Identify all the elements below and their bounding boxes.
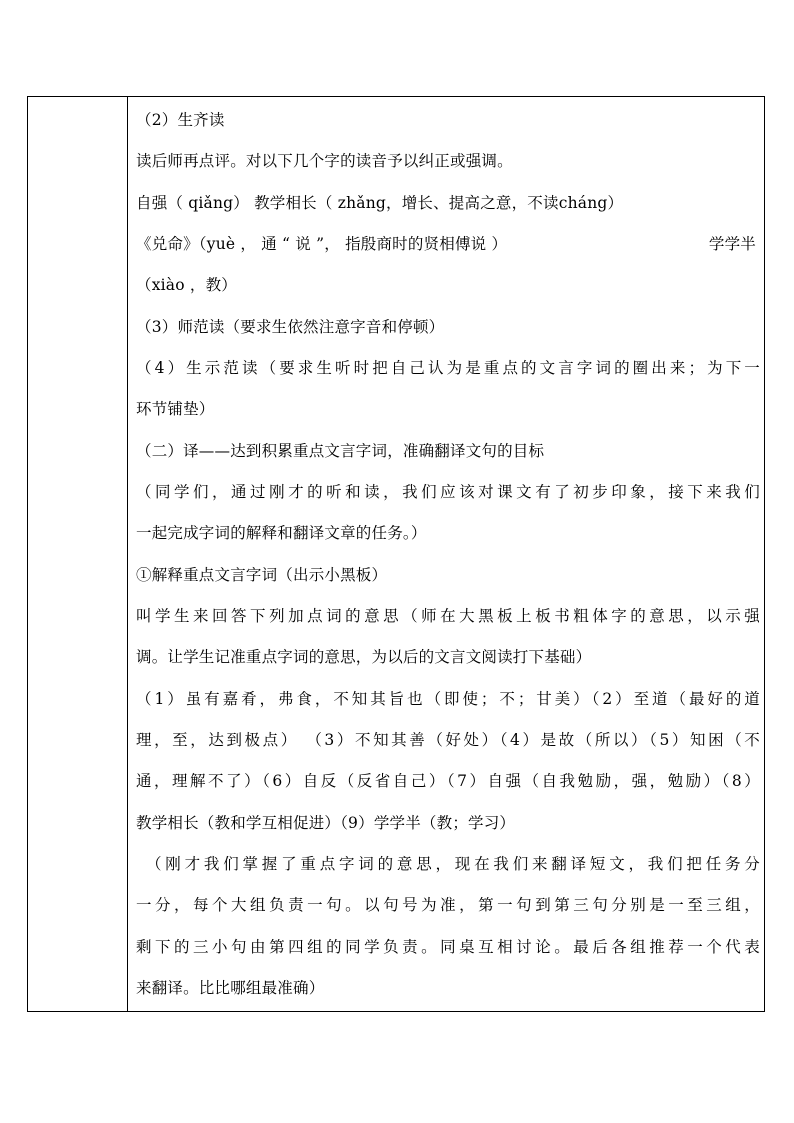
text-line-translate-heading: （二）译——达到积累重点文言字词，准确翻译文句的目标: [136, 442, 545, 460]
text-line-comment: 读后师再点评。对以下几个字的读音予以纠正或强调。: [136, 152, 513, 170]
content-cell: [128, 97, 764, 1011]
text-line-vocab-instr-a: 叫学生来回答下列加点词的意思（师在大黑板上板书粗体字的意思，以示强: [136, 607, 760, 625]
text-line-transition-b: 一起完成字词的解释和翻译文章的任务。）: [136, 524, 427, 542]
text-line-vocab-list-c: 通，理解不了）（6）自反（反省自己）（7）自强（自我勉励，强，勉励）（8）: [136, 772, 760, 790]
text-line-pronunciation-2: 《兑命》（yuè ， 通 “ 说 ”， 指殷商时的贤相傅说 ）: [136, 235, 508, 253]
text-line-reading-3: （3）师范读（要求生依然注意字音和停顿）: [136, 318, 445, 336]
text-line-vocab-list-b: 理，至，达到极点） （3）不知其善（好处）（4）是故（所以）（5）知困（不: [136, 731, 760, 749]
text-line-task-b: 一分，每个大组负责一句。以句号为准，第一句到第三句分别是一至三组，: [136, 896, 760, 914]
text-line-task-c: 剩下的三小句由第四组的同学负责。同桌互相讨论。最后各组推荐一个代表: [136, 938, 760, 956]
text-line-pronunciation-4: （xiào ，教）: [136, 276, 237, 294]
text-line-reading-4a: （4）生示范读（要求生听时把自己认为是重点的文言字词的圈出来；为下一: [136, 359, 760, 377]
text-line-vocab-list-a: （1）虽有嘉肴，弗食，不知其旨也（即使；不；甘美）（2）至道（最好的道: [136, 690, 760, 708]
text-line-reading-4b: 环节铺垫）: [136, 400, 215, 418]
text-line-vocab-heading: ①解释重点文言字词（出示小黑板）: [136, 566, 388, 584]
lesson-table: [27, 96, 765, 1012]
text-line-reading-2: （2）生齐读: [136, 111, 225, 129]
text-line-task-d: 来翻译。比比哪组最准确）: [136, 979, 325, 997]
text-line-vocab-instr-b: 调。让学生记准重点字词的意思，为以后的文言文阅读打下基础）: [136, 648, 592, 666]
left-column-cell: [28, 97, 128, 1011]
text-line-pronunciation-1: 自强（ qiǎng） 教学相长（ zhǎng，增长、提高之意，不读cháng）: [136, 194, 624, 212]
text-line-task-a: （刚才我们掌握了重点字词的意思，现在我们来翻译短文，我们把任务分: [146, 855, 760, 873]
text-line-pronunciation-3: 学学半: [708, 235, 756, 253]
text-line-transition-a: （同学们，通过刚才的听和读，我们应该对课文有了初步印象，接下来我们: [136, 483, 760, 501]
text-line-vocab-list-d: 教学相长（教和学互相促进）（9）学学半（教；学习）: [136, 814, 516, 832]
